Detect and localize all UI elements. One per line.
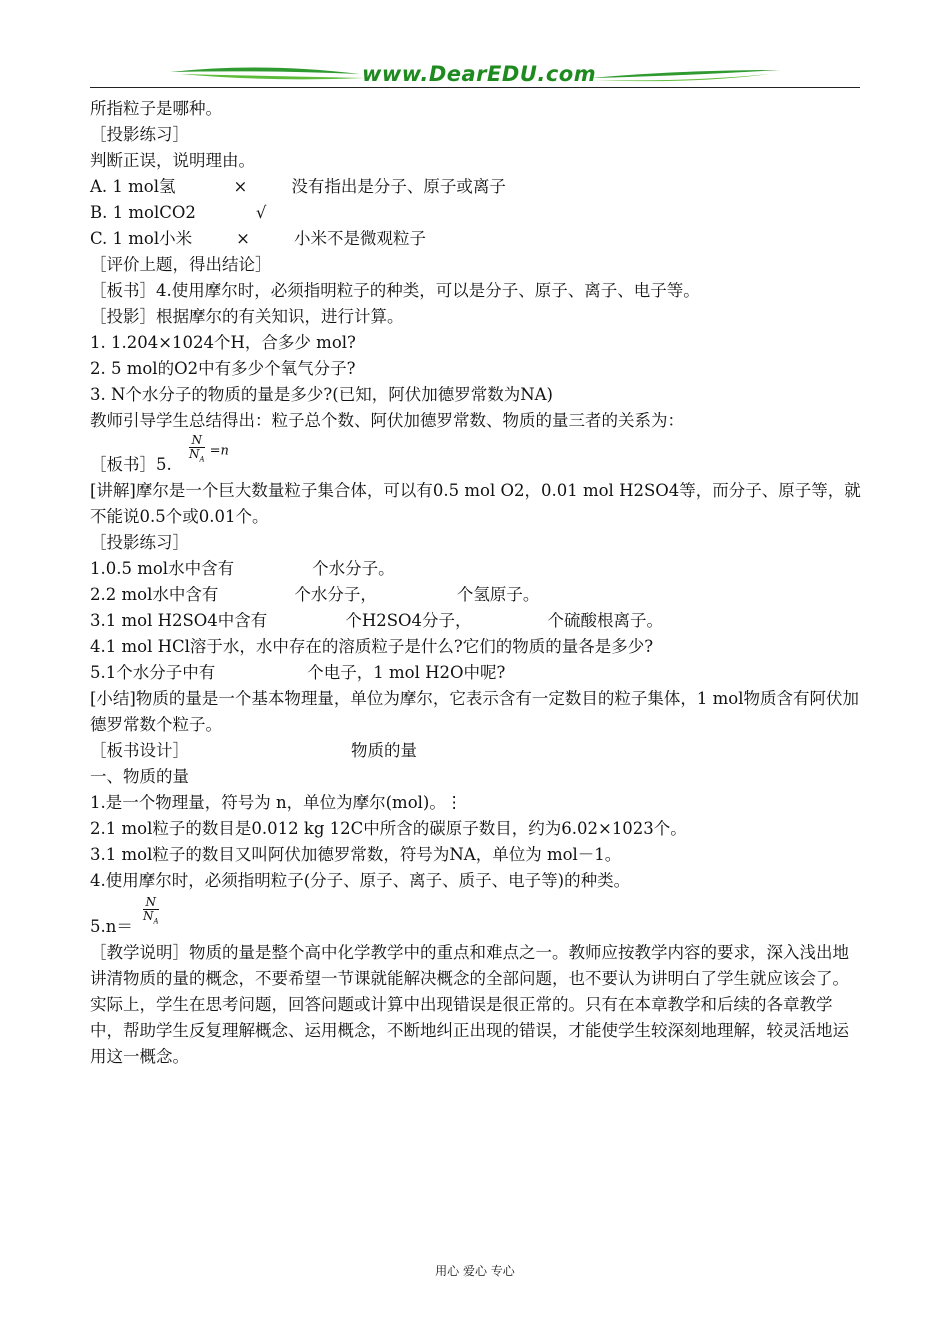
exercise-text: 个水分子， [294,585,377,604]
text-line: 判断正误，说明理由。 [90,151,255,170]
exercise-text: 2.2 mol水中含有 [90,585,219,604]
text-line: 1. 1.204×1024个H，合多少 mol? [90,333,356,352]
fraction [140,896,162,928]
exercise-line-1 [90,556,865,582]
fraction-numerator: N [189,434,206,448]
teaching-note-paragraph: ［教学说明］物质的量是整个高中化学教学中的重点和难点之一。教师应按教学内容的要求，深入浅出地讲清物质的量的概念，不要希望一节课就能解决概念的全部问题，也不要认为讲明白了学生就应该会了。实际上，学生在思考问题，回答问题或计算中出现错误是很正常的。只有在本章教学和后续的各章教学中，帮助学生反复理解概念、运用概念，不断地纠正出现的错误，才能使学生较深刻地理解，较灵活地运用这一概念。 [90,943,849,1066]
text-line: ［评价上题，得出结论］ [90,255,272,274]
exercise-text: 个氢原子。 [456,585,540,604]
text-line: ［板书］4.使用摩尔时，必须指明粒子的种类，可以是分子、原子、离子、电子等。 [90,281,700,300]
summary-paragraph: [小结]物质的量是一个基本物理量，单位为摩尔，它表示含有一定数目的粒子集体，1 mol物质含有阿伏加德罗常数个粒子。 [90,689,859,734]
option-reason: 小米不是微观粒子 [293,229,426,248]
option-label: C. 1 mol小米 [90,229,193,248]
right-mark: √ [255,203,267,222]
formula-line-2 [90,894,865,940]
option-line-b [90,200,865,226]
fraction-denominator [140,910,162,928]
wrong-mark: × [233,177,248,196]
text-line: ［投影练习］ [90,125,189,144]
option-label: B. 1 molCO2 [90,203,196,222]
fraction-numerator: N [143,896,160,910]
exercise-text: 个H2SO4分子， [345,611,472,630]
exercise-line-5 [90,660,865,686]
brand-url: www.DearEDU.com [362,62,597,86]
board-label: ［板书］5. [90,455,172,474]
exercise-text: 个硫酸根离子。 [547,611,664,630]
formula-n-over-na [186,434,229,466]
page-header [90,60,860,90]
board-design-label: ［板书设计］ [90,741,189,760]
option-line-c [90,226,865,252]
fraction-denominator [186,448,208,466]
exercise-line-4: 4.1 mol HCl溶于水，水中存在的溶质粒子是什么?它们的物质的量各是多少? [90,637,654,656]
exercise-text: 个电子，1 mol H2O中呢? [307,663,506,682]
equals-n: =n [209,443,229,459]
text-paragraph: [讲解]摩尔是一个巨大数量粒子集合体，可以有0.5 mol O2，0.01 mol H2SO4等，而分子、原子等，就不能说0.5个或0.01个。 [90,481,861,526]
exercise-text: 5.1个水分子中有 [90,663,216,682]
header-divider [90,87,860,88]
text-line: 一、物质的量 [90,767,189,786]
den-subscript: A [153,917,159,926]
page-footer: 用心 爱心 专心 [435,1264,515,1278]
exercise-text: 3.1 mol H2SO4中含有 [90,611,268,630]
formula-line-1 [90,434,865,478]
wrong-mark: × [236,229,250,248]
text-line: 3.1 mol粒子的数目又叫阿伏加德罗常数，符号为NA，单位为 mol－1。 [90,845,622,864]
text-line: 1.是一个物理量，符号为 n，单位为摩尔(mol)。⋮ [90,793,463,812]
den-symbol: N [143,909,154,923]
exercise-text: 个水分子。 [312,559,395,578]
text-line: 教师引导学生总结得出：粒子总个数、阿伏加德罗常数、物质的量三者的关系为： [90,411,684,430]
den-symbol: N [189,447,200,461]
exercise-text: 1.0.5 mol水中含有 [90,559,235,578]
text-line: 4.使用摩尔时，必须指明粒子(分子、原子、离子、质子、电子等)的种类。 [90,871,631,890]
option-label: A. 1 mol氢 [90,177,176,196]
exercise-line-3 [90,608,865,634]
formula-prefix: 5.n＝ [90,917,133,936]
document-body [90,96,865,1070]
option-line-a [90,174,865,200]
text-line: 2. 5 mol的O2中有多少个氧气分子? [90,359,356,378]
text-line: 所指粒子是哪种。 [90,99,222,118]
text-line: ［投影练习］ [90,533,189,552]
board-design-line [90,738,865,764]
text-line: 2.1 mol粒子的数目是0.012 kg 12C中所含的碳原子数目，约为6.02×1023个。 [90,819,687,838]
den-subscript: A [199,455,205,464]
exercise-line-2 [90,582,865,608]
text-line: 3. N个水分子的物质的量是多少?(已知，阿伏加德罗常数为NA) [90,385,553,404]
text-line: ［投影］根据摩尔的有关知识，进行计算。 [90,307,404,326]
board-design-title: 物质的量 [351,741,417,760]
option-reason: 没有指出是分子、原子或离子 [291,177,506,196]
fraction [186,434,208,466]
